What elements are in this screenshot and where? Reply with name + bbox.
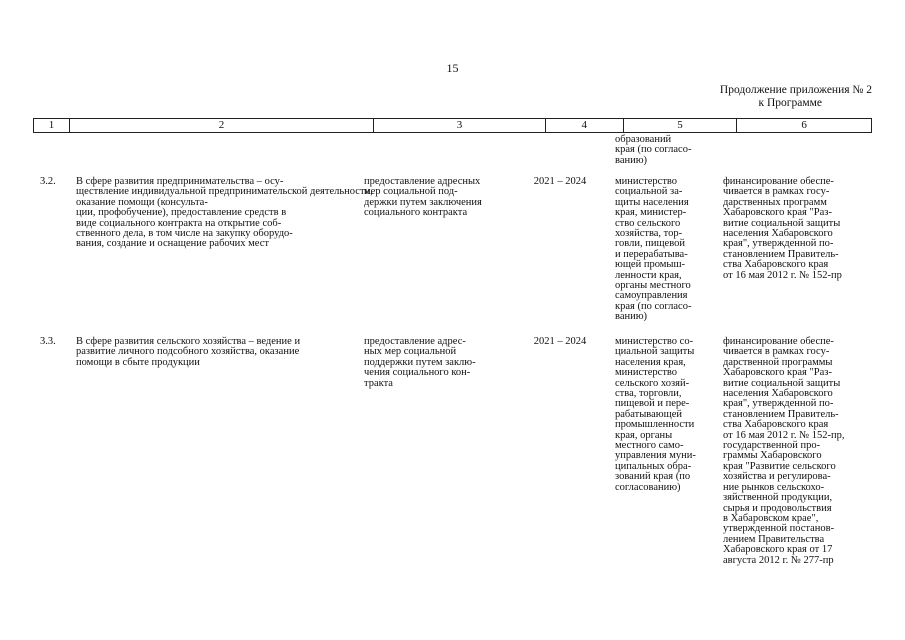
page-number: 15 [446, 61, 459, 75]
row-mechanism: предоставление адрес- ных мер социальной поддержки путем заклю- чения социального кон- тракта [364, 336, 476, 389]
row-financing: финансирование обеспе- чивается в рамках госу- дарственных программ Хабаровского края "Раз- витие социальной защиты населения Хабаровского края", утвержденной по- становлением Правитель- ства Хабаровского края от 16 мая 2012 г. № 152-пр [723, 176, 842, 281]
header-col-3: 3 [374, 119, 546, 132]
row-period: 2021 – 2024 [533, 176, 587, 187]
row-number: 3.3. [40, 336, 56, 347]
header-col-6: 6 [801, 119, 807, 131]
continuation-line-2: к Программе [758, 97, 822, 109]
row-financing: финансирование обеспе- чивается в рамках госу- дарственной программы Хабаровского края "Раз- витие социальной защиты населения Хабаровского края", утвержденной по- становлением Правитель- ства Хабаровского края от 16 мая 2012 г. № 152-пр, государственной про- граммы Хабаровского края "Развитие сельского хозяйства и регулирова- ние рынков сельскохо- зяйственной продукции, сырья и продовольствия в Хабаровском крае", утвержденной постанов- лением Правительства Хабаровского края от 17 августа 2012 г. № 277-пр [723, 336, 845, 566]
row-number: 3.2. [40, 176, 56, 187]
row-mechanism: предоставление адресных мер социальной под- держки путем заключения социального контракта [364, 176, 482, 219]
row-measure: В сфере развития предпринимательства – осу- ществление индивидуальной предпринимательской деятельности, оказание помощи (консульта- ции, профобучение), предоставление средств в виде социального контракта на открытие соб- ственного дела, в том числе на закупку оборудо- вания, создание и оснащение рабочих мест [76, 176, 373, 250]
carryover-executors: образований края (по согласо- ванию) [615, 134, 692, 166]
header-col-4: 4 [546, 119, 624, 132]
row-executors: министерство со- циальной защиты населения края, министерство сельского хозяй- ства, торговли, пищевой и пере- рабатывающей промышленности края, органы местного само- управления муни- ципальных обра- зований края (по согласованию) [615, 336, 696, 493]
header-col-2: 2 [70, 119, 374, 132]
row-measure: В сфере развития сельского хозяйства – ведение и развитие личного подсобного хозяйства, оказание помощи в сбыте продукции [76, 336, 301, 368]
header-col-1: 1 [34, 119, 70, 132]
header-col-5: 5 [624, 119, 738, 132]
continuation-line-1: Продолжение приложения № 2 [719, 84, 872, 96]
row-period: 2021 – 2024 [533, 336, 587, 347]
continuation-note [620, 84, 872, 110]
row-executors: министерство социальной за- щиты населения края, министер- ство сельского хозяйства, тор- говли, пищевой и перерабатыва- ющей промыш- ленности края, органы местного самоуправления края (по согласо- ванию) [615, 176, 692, 323]
table-header-row [33, 118, 872, 133]
